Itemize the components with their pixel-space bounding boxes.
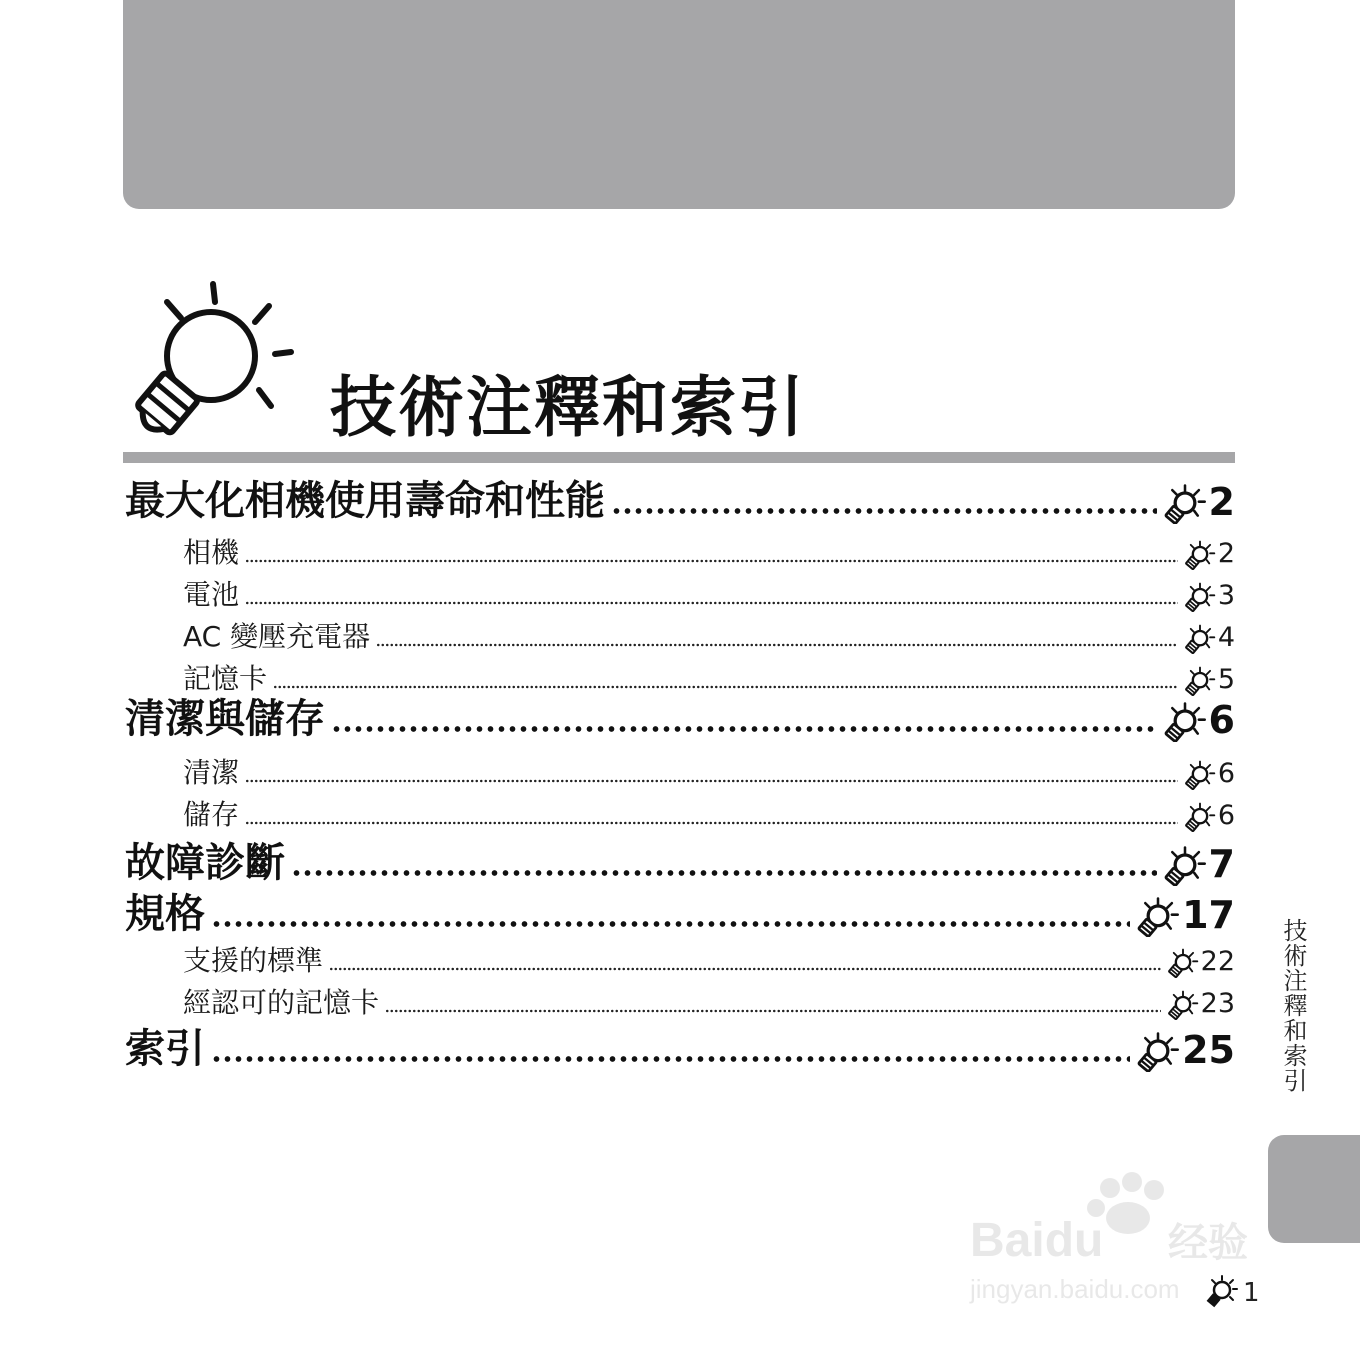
toc-dot-leader (329, 967, 1161, 971)
baidu-watermark (960, 1160, 1280, 1310)
lightbulb-icon (1184, 802, 1216, 832)
toc-section-entry[interactable] (125, 478, 1235, 524)
footer-page-label: 1 (1243, 1278, 1260, 1308)
toc-page-number: 25 (1182, 1028, 1235, 1072)
toc-dot-leader (611, 506, 1157, 516)
toc-dot-leader (245, 559, 1178, 563)
lightbulb-icon (1136, 897, 1180, 937)
lightbulb-icon (1167, 990, 1199, 1020)
toc-dot-leader (245, 821, 1178, 825)
toc-page-ref (1184, 580, 1235, 612)
toc-page-number: 6 (1217, 800, 1235, 831)
lightbulb-icon (1163, 702, 1207, 742)
toc-subsection-entry[interactable] (125, 944, 1235, 978)
toc-entry-label: 故障診斷 (125, 840, 285, 886)
toc-subsection-entry[interactable] (125, 756, 1235, 790)
toc-entry-label: 經認可的記憶卡 (183, 986, 380, 1019)
toc-page-ref (1167, 988, 1235, 1020)
toc-page-ref (1163, 842, 1235, 886)
lightbulb-icon (1184, 760, 1216, 790)
lightbulb-icon (1163, 846, 1207, 886)
lightbulb-icon (1184, 666, 1216, 696)
toc-page-ref (1184, 758, 1235, 790)
toc-page-number: 2 (1217, 538, 1235, 569)
toc-page-ref (1184, 800, 1235, 832)
toc-dot-leader (245, 601, 1178, 605)
header-band (123, 0, 1235, 209)
toc-entry-label: 支援的標準 (183, 944, 324, 977)
toc-page-ref (1136, 893, 1235, 937)
toc-dot-leader (245, 779, 1178, 783)
toc-page-number: 7 (1208, 842, 1235, 886)
watermark-brand: Baidu (970, 1214, 1104, 1267)
toc-page-number: 17 (1182, 893, 1235, 937)
toc-dot-leader (211, 1054, 1130, 1064)
lightbulb-icon (1163, 484, 1207, 524)
lightbulb-icon (1184, 582, 1216, 612)
toc-subsection-entry[interactable] (125, 986, 1235, 1020)
toc-entry-label: 清潔與儲存 (125, 696, 325, 742)
lightbulb-icon (125, 278, 305, 448)
title-block (125, 278, 1235, 448)
toc-page-ref (1184, 538, 1235, 570)
side-tab (1268, 1135, 1360, 1243)
toc-section-entry[interactable] (125, 696, 1235, 742)
toc-page-ref (1184, 664, 1235, 696)
toc-page-number: 5 (1217, 664, 1235, 695)
toc-entry-label: 儲存 (183, 798, 240, 831)
toc-subsection-entry[interactable] (125, 798, 1235, 832)
toc-page-number: 22 (1200, 946, 1235, 977)
toc-entry-label: AC 變壓充電器 (183, 620, 371, 653)
toc-entry-label: 電池 (183, 578, 240, 611)
toc-page-ref (1136, 1028, 1235, 1072)
page-title: 技術注釋和索引 (330, 369, 806, 446)
toc-page-number: 4 (1217, 622, 1235, 653)
toc-page-number: 23 (1200, 988, 1235, 1019)
toc-subsection-entry[interactable] (125, 662, 1235, 696)
toc-section-entry[interactable] (125, 1026, 1235, 1072)
toc-dot-leader (273, 685, 1178, 689)
side-tab-title: 技術注釋和索引 (1279, 918, 1307, 1093)
toc-page-number: 6 (1208, 698, 1235, 742)
toc-section-entry[interactable] (125, 891, 1235, 937)
toc-entry-label: 索引 (125, 1026, 205, 1072)
toc-page-ref (1163, 480, 1235, 524)
toc-entry-label: 記憶卡 (183, 662, 268, 695)
toc-entry-label: 規格 (125, 891, 205, 937)
watermark-brand-suffix: 经验 (1168, 1220, 1248, 1266)
toc-dot-leader (331, 724, 1157, 734)
toc-section-entry[interactable] (125, 840, 1235, 886)
toc-entry-label: 相機 (183, 536, 240, 569)
toc-entry-label: 最大化相機使用壽命和性能 (125, 478, 605, 524)
lightbulb-icon (1136, 1032, 1180, 1072)
toc-subsection-entry[interactable] (125, 578, 1235, 612)
watermark-url: jingyan.baidu.com (970, 1274, 1180, 1304)
toc-subsection-entry[interactable] (125, 536, 1235, 570)
toc-page-number: 3 (1217, 580, 1235, 611)
toc-dot-leader (211, 919, 1130, 929)
lightbulb-icon (1184, 540, 1216, 570)
toc-page-ref (1167, 946, 1235, 978)
toc-dot-leader (376, 643, 1178, 647)
toc-page-number: 6 (1217, 758, 1235, 789)
toc-dot-leader (291, 868, 1157, 878)
lightbulb-icon (1167, 948, 1199, 978)
lightbulb-icon (1184, 624, 1216, 654)
toc-page-number: 2 (1208, 480, 1235, 524)
toc-subsection-entry[interactable] (125, 620, 1235, 654)
toc-dot-leader (385, 1009, 1161, 1013)
title-divider (123, 452, 1235, 463)
toc-page-ref (1163, 698, 1235, 742)
toc-page-ref (1184, 622, 1235, 654)
toc-entry-label: 清潔 (183, 756, 240, 789)
